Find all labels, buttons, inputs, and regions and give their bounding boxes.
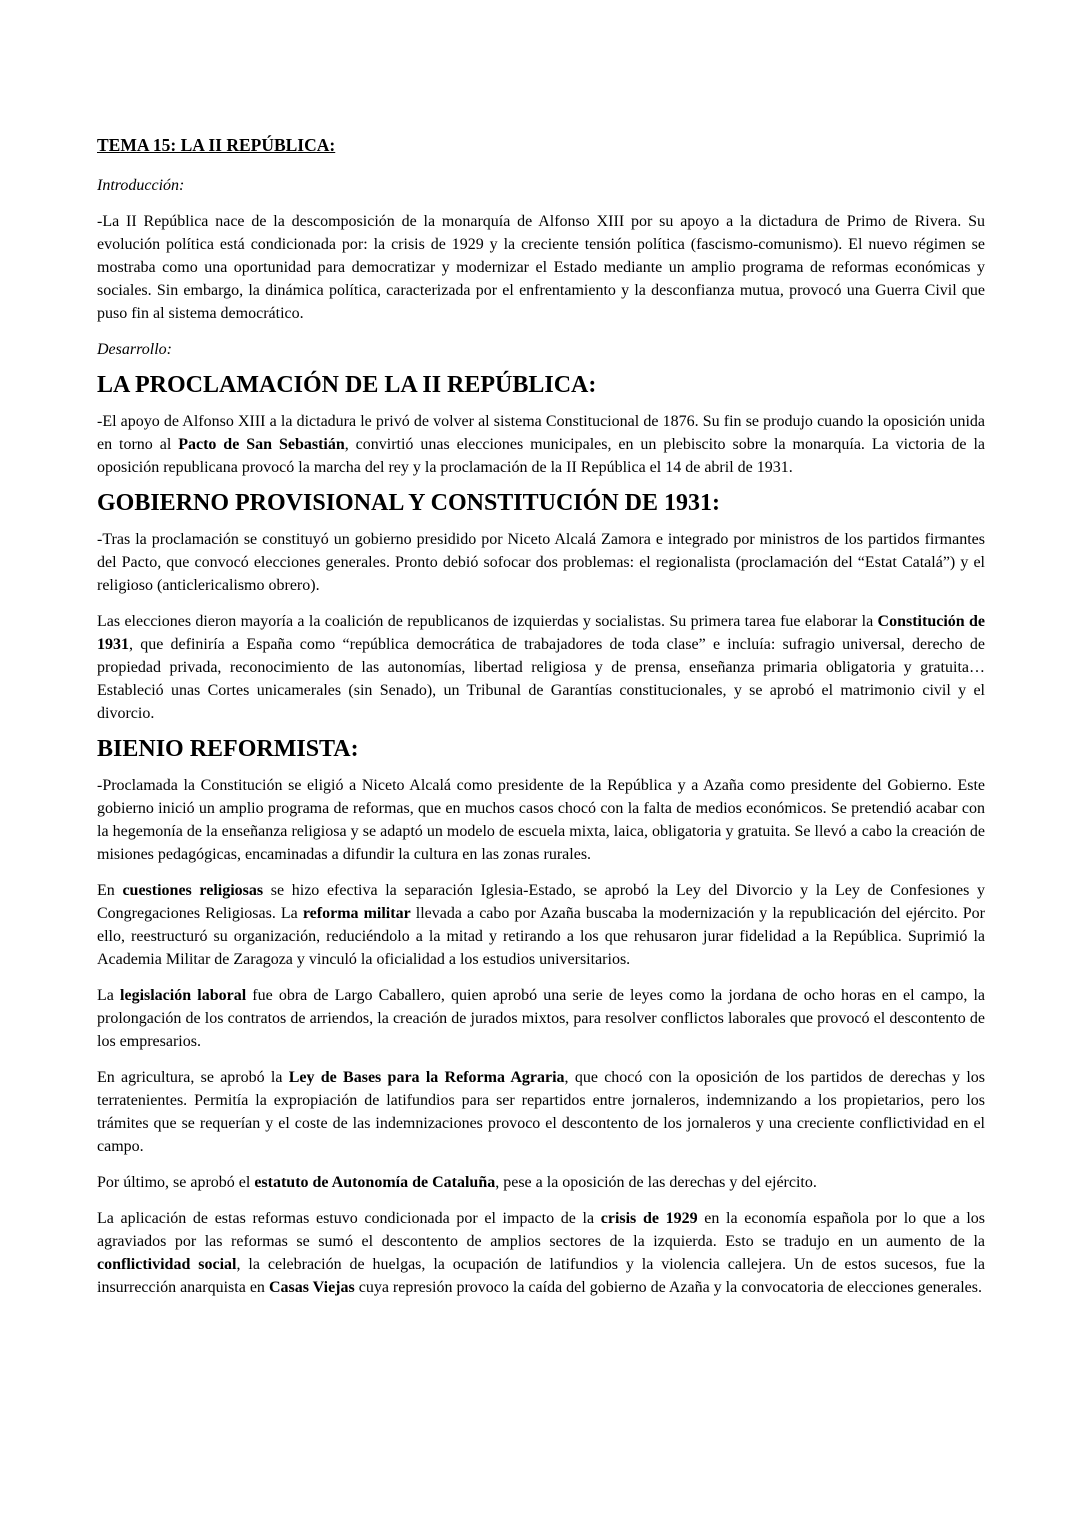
paragraph-proclamacion-1 <box>97 410 985 479</box>
heading-bienio: BIENIO REFORMISTA: <box>97 736 359 762</box>
text-run: Las elecciones dieron mayoría a la coalición de republicanos de izquierdas y socialistas. Su primera tarea fue elaborar la <box>97 613 878 630</box>
text-run: , que definiría a España como “república democrática de trabajadores de toda clase” e incluía: sufragio universal, derecho de propiedad privada, reconocimiento de las autonomías, libertad religiosa y de prensa, enseñanza primaria obligatoria y gratuita… Estableció unas Cortes unicamerales (sin Senado), un Tribunal de Garantías constitucionales, y se aprobó el matrimonio civil y el divorcio. <box>97 636 985 722</box>
subheading-introduccion: Introducción: <box>97 177 185 194</box>
text-run: , pese a la oposición de las derechas y del ejército. <box>495 1174 817 1191</box>
text-run: en la economía española por lo que a los agraviados por las reformas se sumó el descontento de amplios sectores de la izquierda. Esto se tradujo en un aumento de la <box>97 1210 986 1250</box>
text-run: En <box>97 882 123 899</box>
text-run: La aplicación de estas reformas estuvo condicionada por el impacto de la <box>97 1210 601 1227</box>
text-run: Por último, se aprobó el <box>97 1174 255 1191</box>
text-run: La <box>97 987 121 1004</box>
heading-gobierno: GOBIERNO PROVISIONAL Y CONSTITUCIÓN DE 1931: <box>97 490 720 516</box>
text-run: -Tras la proclamación se constituyó un gobierno presidido por Niceto Alcalá Zamora e integrado por ministros de los partidos firmantes del Pacto, que convocó elecciones generales. Pronto debió sofocar dos problemas: el regionalista (proclamación del “Estat Catalá”) y el religioso (anticlericalismo obrero). <box>97 531 985 594</box>
bold-text-run: cuestiones religiosas <box>122 882 264 899</box>
text-run: -Proclamada la Constitución se eligió a Niceto Alcalá como presidente de la República y a Azaña como presidente del Gobierno. Este gobierno inició un amplio programa de reformas, que en muchos casos chocó con la falta de medios económicos. Se pretendió acabar con la hegemonía de la enseñanza religiosa y se adaptó un modelo de escuela mixta, laica, obligatoria y gratuita. Se llevó a cabo la creación de misiones pedagógicas, encaminadas a difundir la cultura en las zonas rurales. <box>97 777 985 863</box>
paragraph-bienio-5 <box>97 1171 985 1194</box>
text-run: , la celebración de huelgas, la ocupación de latifundios y la violencia callejera. Un de estos sucesos, fue la insurrección anarquista en <box>97 1256 985 1296</box>
paragraph-bienio-4 <box>97 1066 985 1158</box>
text-run: cuya represión provoco la caída del gobierno de Azaña y la convocatoria de elecciones generales. <box>354 1279 982 1296</box>
paragraph-bienio-2 <box>97 879 985 971</box>
bold-text-run: crisis de 1929 <box>600 1210 698 1227</box>
text-run: , convirtió unas elecciones municipales, en un plebiscito sobre la monarquía. La victoria de la oposición republicana provocó la marcha del rey y la proclamación de la II República el 14 de abril de 1931. <box>97 436 986 476</box>
bold-text-run: Constitución de 1931 <box>97 613 986 653</box>
page-title: TEMA 15: LA II REPÚBLICA: <box>97 135 336 155</box>
bold-text-run: estatuto de Autonomía de Cataluña <box>254 1174 496 1191</box>
subheading-desarrollo: Desarrollo: <box>97 341 172 358</box>
bold-text-run: Ley de Bases para la Reforma Agraria <box>288 1069 565 1086</box>
text-run: fue obra de Largo Caballero, quien aprobó una serie de leyes como la jordana de ocho horas en el campo, la prolongación de los contratos de arriendos, la creación de jurados mixtos, para resolver conflictos laborales que provocó el descontento de los empresarios. <box>97 987 986 1050</box>
text-run: -El apoyo de Alfonso XIII a la dictadura le privó de volver al sistema Constitucional de 1876. Su fin se produjo cuando la oposición unida en torno al <box>97 413 985 453</box>
bold-text-run: Pacto de San Sebastián <box>178 436 345 453</box>
paragraph-gobierno-1 <box>97 528 985 597</box>
paragraph-intro <box>97 210 985 325</box>
bold-text-run: conflictividad social <box>97 1256 237 1273</box>
bold-text-run: reforma militar <box>302 905 411 922</box>
bold-text-run: Casas Viejas <box>268 1279 355 1296</box>
text-run: , que chocó con la oposición de los partidos de derechas y los terratenientes. Permitía la expropiación de latifundios para ser repartidos entre jornaleros, indemnizando a los propietarios, pero los trámites que se requerían y el coste de las indemnizaciones provoco el descontento de los jornaleros y una creciente conflictividad en el campo. <box>97 1069 986 1155</box>
paragraph-gobierno-2 <box>97 610 985 725</box>
paragraph-bienio-6 <box>97 1207 985 1299</box>
text-run: En agricultura, se aprobó la <box>97 1069 289 1086</box>
text-run: -La II República nace de la descomposición de la monarquía de Alfonso XIII por su apoyo a la dictadura de Primo de Rivera. Su evolución política está condicionada por: la crisis de 1929 y la creciente tensión política (fascismo-comunismo). El nuevo régimen se mostraba como una oportunidad para democratizar y modernizar el Estado mediante un amplio programa de reformas económicas y sociales. Sin embargo, la dinámica política, caracterizada por el enfrentamiento y la desconfianza mutua, provocó una Guerra Civil que puso fin al sistema democrático. <box>97 213 985 322</box>
bold-text-run: legislación laboral <box>120 987 247 1004</box>
paragraph-bienio-3 <box>97 984 985 1053</box>
text-run: llevada a cabo por Azaña buscaba la modernización y la republicación del ejército. Por ello, reestructuró su organización, reduciéndolo a la mitad y retirando a los que rehusaron jurar fidelidad a la República. Suprimió la Academia Militar de Zaragoza y vinculó la oficialidad a los estudios universitarios. <box>97 905 986 968</box>
heading-proclamacion: LA PROCLAMACIÓN DE LA II REPÚBLICA: <box>97 372 597 398</box>
text-run: se hizo efectiva la separación Iglesia-Estado, se aprobó la Ley del Divorcio y la Ley de Confesiones y Congregaciones Religiosas. La <box>97 882 986 922</box>
paragraph-bienio-1 <box>97 774 985 866</box>
